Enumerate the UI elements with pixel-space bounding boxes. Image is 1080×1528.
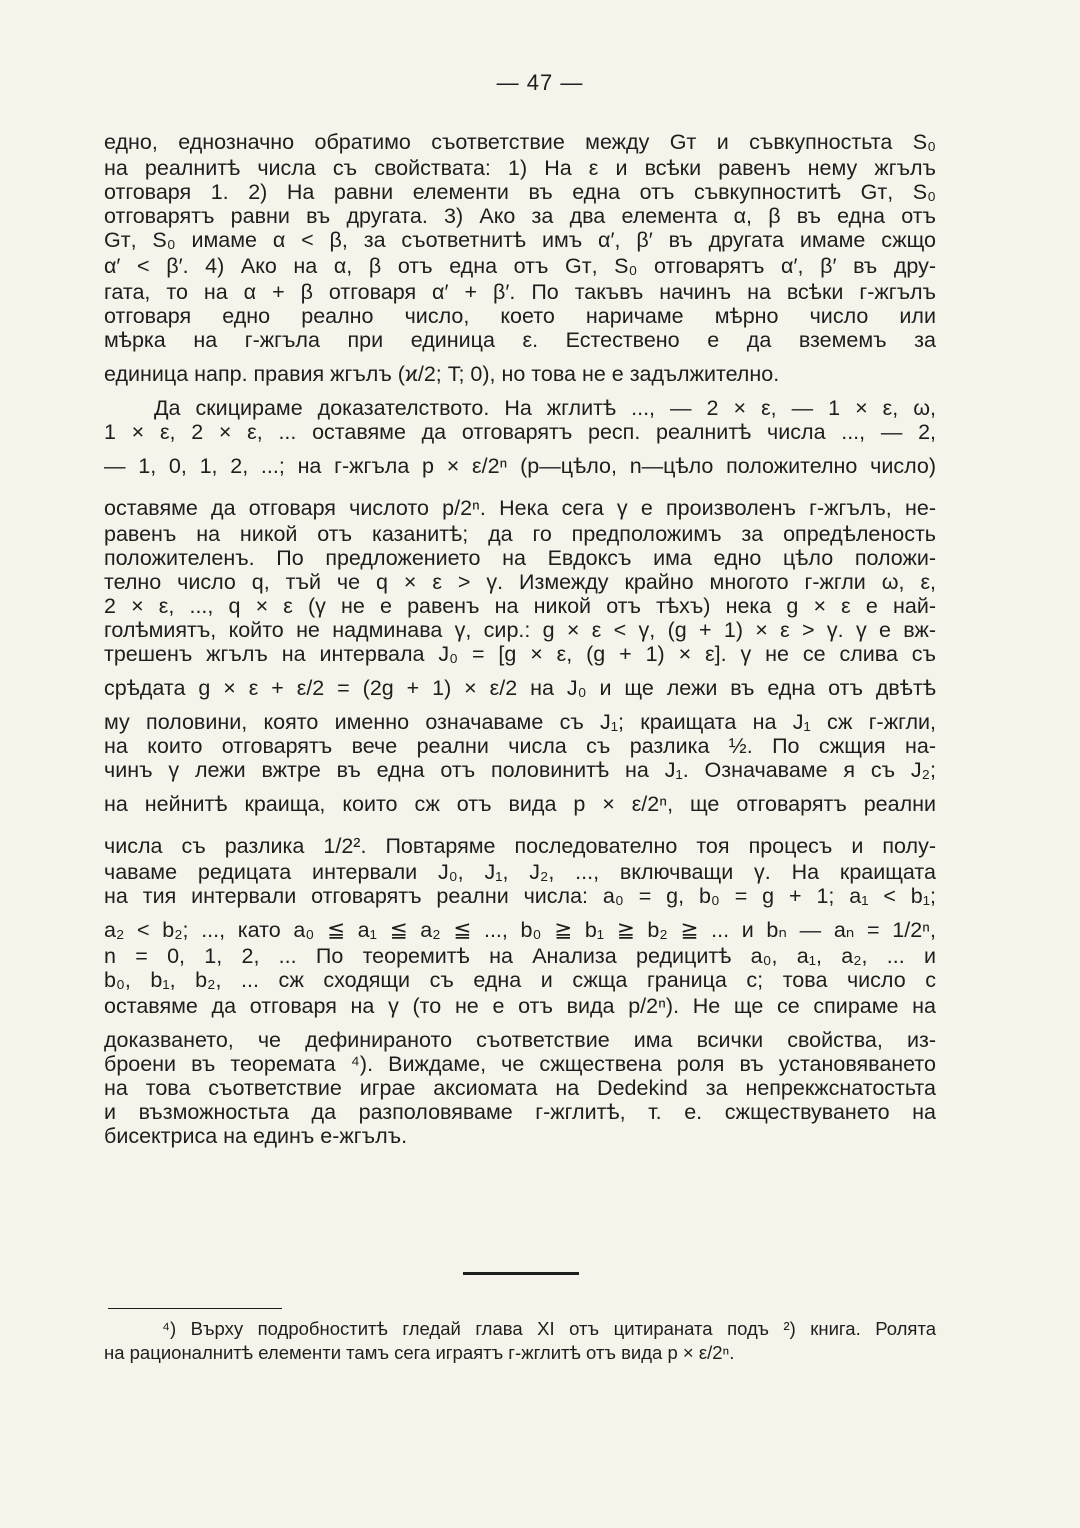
body-text	[104, 130, 936, 1148]
text-line: на тия интервали отговарятъ реални числа: a₀ = g, b₀ = g + 1; a₁ < b₁;	[104, 884, 936, 908]
text-line: на нейнитѣ краища, които сж отъ вида p × ε/2ⁿ, ще отговарятъ реални	[104, 792, 936, 816]
text-line: n = 0, 1, 2, ... По теоремитѣ на Анализа редицитѣ a₀, a₁, a₂, ... и	[104, 944, 936, 968]
text-line: α′ < β′. 4) Ако на α, β отъ една отъ Gᴛ, S₀ отговарятъ α′, β′ въ дру-	[104, 254, 936, 278]
text-line: телно число q, тъй че q × ε > γ. Измежду крайно многото г-жгли ω, ε,	[104, 570, 936, 594]
text-line: броени въ теоремата ⁴). Виждаме, че сжществена роля въ установяването	[104, 1052, 936, 1076]
text-line: на реалнитѣ числа съ свойствата: 1) На ε и всѣки равенъ нему жгълъ	[104, 156, 936, 180]
text-line: бисектриса на единъ е-жгълъ.	[104, 1124, 408, 1148]
page-number: — 47 —	[496, 70, 584, 95]
text-line: оставяме да отговаря на γ (то не е отъ вида p/2ⁿ). Не ще се спираме на	[104, 994, 936, 1018]
text-line: голѣмиятъ, който не надминава γ, сир.: g × ε < γ, (g + 1) × ε > γ. γ е вж-	[104, 618, 936, 642]
text-line: едно, еднозначно обратимо съответствие между Gᴛ и съвкупностьта S₀	[104, 130, 936, 154]
text-line: равенъ на никой отъ казанитѣ; да го предположимъ за опредѣленость	[104, 522, 936, 546]
footnote	[104, 1318, 936, 1364]
text-line: гата, то на α + β отговаря α′ + β′. По такъвъ начинъ на всѣки г-жгълъ	[104, 280, 936, 304]
footnote-line: ⁴) Върху подробноститѣ гледай глава XI отъ цитираната подъ ²) книга. Ролята	[162, 1318, 936, 1339]
text-line: Gᴛ, S₀ имаме α < β, за съответнитѣ имъ α′, β′ въ другата имаме сжщо	[104, 228, 936, 252]
text-line: оставяме да отговаря числото p/2ⁿ. Нека сега γ е произволенъ г-жгълъ, не-	[104, 496, 936, 520]
footnote-line: на рационалнитѣ елементи тамъ сега играятъ г-жглитѣ отъ вида p × ε/2ⁿ.	[104, 1342, 735, 1363]
text-line: на това съответствие играе аксиомата на Dedekind за непрекжснатостьта	[104, 1076, 936, 1100]
text-line: единица напр. правия жгълъ (ϰ/2; T; 0), но това не е задължително.	[104, 362, 780, 386]
text-line: трешенъ жгълъ на интервала J₀ = [g × ε, (g + 1) × ε]. γ не се слива съ	[104, 642, 936, 666]
text-line: 2 × ε, ..., q × ε (γ не е равенъ на никой отъ тѣхъ) нека g × ε е най-	[104, 594, 936, 618]
text-line: отговаря едно реално число, което наричаме мѣрно число или	[104, 304, 936, 328]
text-line: му половини, която именно означаваме съ J₁; краищата на J₁ сж г-жгли,	[104, 710, 936, 734]
text-line: отговаря 1. 2) На равни елементи въ една отъ съвкупноститѣ Gᴛ, S₀	[104, 180, 936, 204]
paragraph-start-line: Да скицираме доказателството. На жглитѣ ..., — 2 × ε, — 1 × ε, ω,	[154, 396, 936, 420]
text-line: b₀, b₁, b₂, ... сж сходящи съ една и сжща граница c; това число c	[104, 968, 936, 992]
text-line: отговарятъ равни въ другата. 3) Ако за два елемента α, β въ една отъ	[104, 204, 936, 228]
text-line: числа съ разлика 1/2². Повтаряме последователно тоя процесъ и полу-	[104, 834, 936, 858]
section-end-rule	[463, 1272, 579, 1275]
text-line: чаваме редицата интервали J₀, J₁, J₂, ..., включващи γ. На краищата	[104, 860, 936, 884]
text-line: на които отговарятъ вече реални числа съ разлика ½. По сжщия на-	[104, 734, 936, 758]
text-line: — 1, 0, 1, 2, ...; на г-жгъла p × ε/2ⁿ (p—цѣло, n—цѣло положително число)	[104, 454, 936, 478]
footnote-separator	[108, 1308, 282, 1309]
text-line: срѣдата g × ε + ε/2 = (2g + 1) × ε/2 на J₀ и ще лежи въ една отъ двѣтѣ	[104, 676, 936, 700]
text-line: доказването, че дефинираното съответствие има всички свойства, из-	[104, 1028, 936, 1052]
text-line: 1 × ε, 2 × ε, ... оставяме да отговарятъ респ. реалнитѣ числа ..., — 2,	[104, 420, 936, 444]
text-line: чинъ γ лежи вжтре въ една отъ половинитѣ на J₁. Означаваме я съ J₂;	[104, 758, 936, 782]
text-line: a₂ < b₂; ..., като a₀ ≦ a₁ ≦ a₂ ≦ ..., b₀ ≧ b₁ ≧ b₂ ≧ ... и bₙ — aₙ = 1/2ⁿ,	[104, 918, 936, 942]
text-line: положителенъ. По предложението на Евдоксъ има едно цѣло положи-	[104, 546, 936, 570]
text-line: мѣрка на г-жгъла при единица ε. Естествено е да вземемъ за	[104, 328, 936, 352]
text-line: и възможностьта да разполовяваме г-жглитѣ, т. е. сжществуването на	[104, 1100, 936, 1124]
